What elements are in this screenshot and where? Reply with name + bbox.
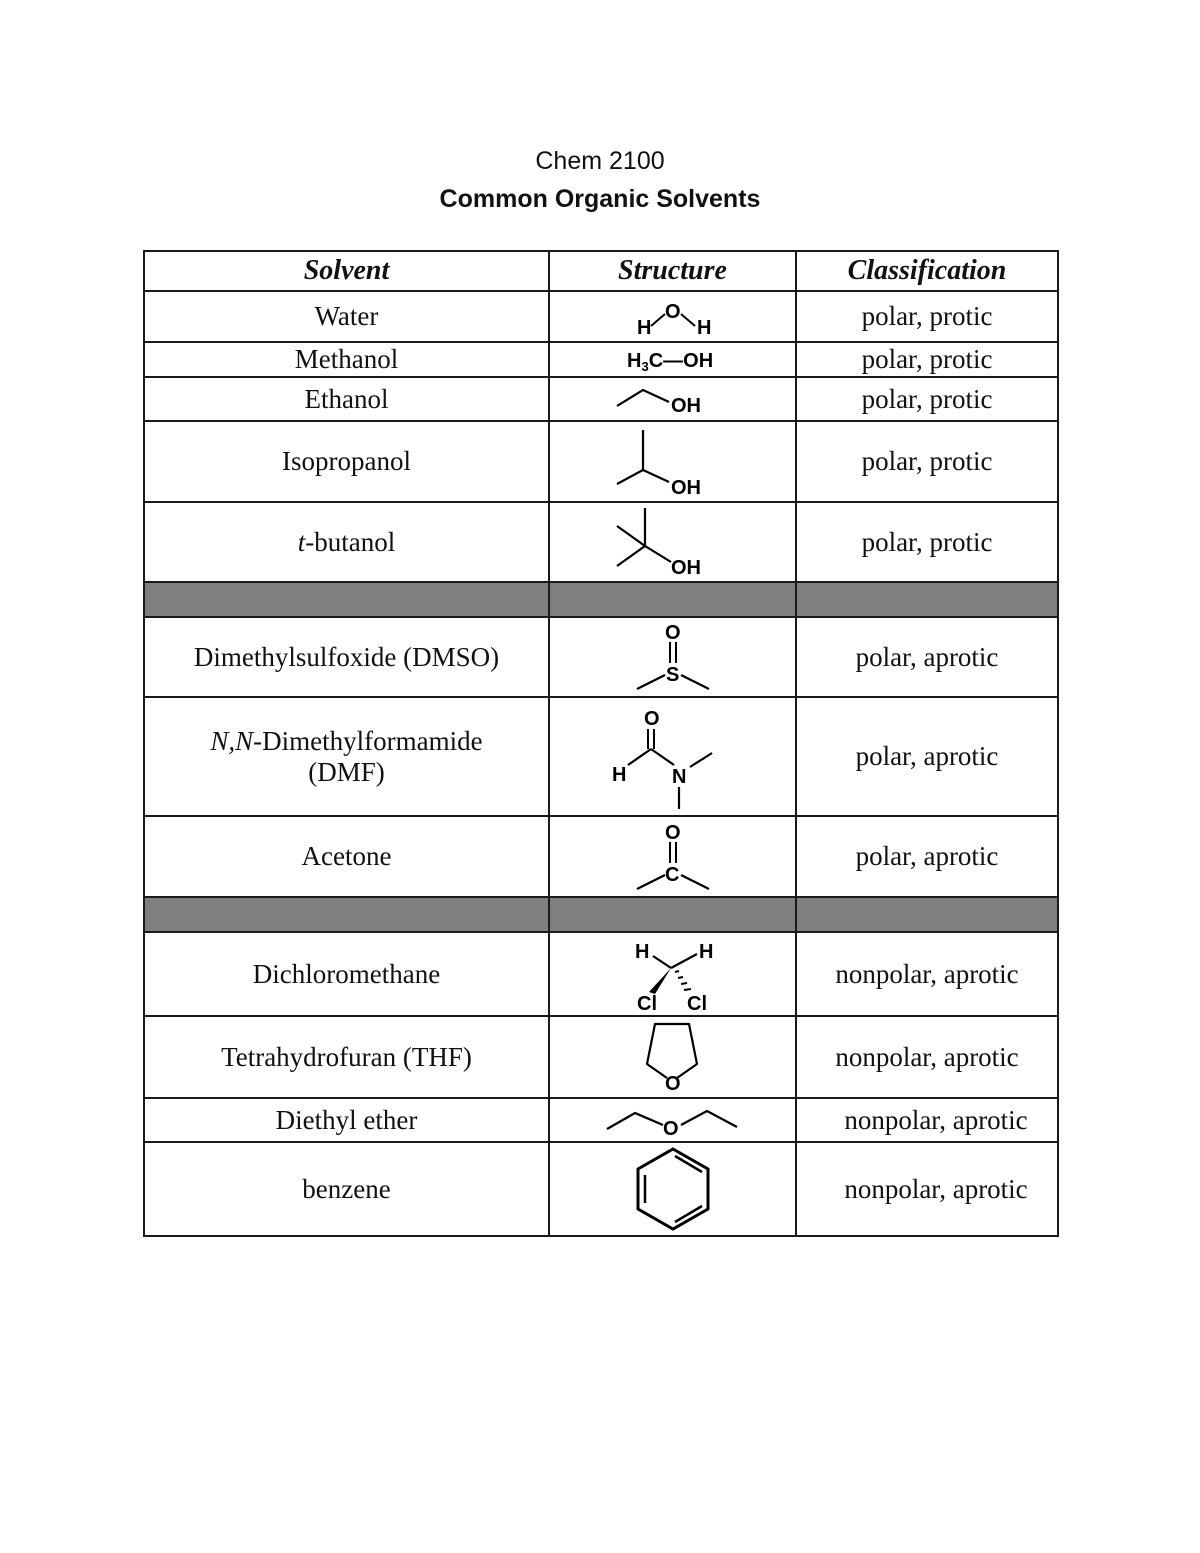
table-row <box>144 1016 1058 1098</box>
solvent-name: Tetrahydrofuran (THF) <box>144 1016 549 1098</box>
structure-cell <box>549 421 796 502</box>
svg-text:O: O <box>664 622 681 644</box>
classification-cell: polar, aprotic <box>796 617 1058 697</box>
structure-cell <box>549 697 796 816</box>
structure-cell <box>549 502 796 582</box>
table-row <box>144 291 1058 342</box>
classification-cell: nonpolar, aprotic <box>796 1142 1058 1236</box>
t-butanol-structure-icon <box>613 504 733 580</box>
classification-cell: polar, protic <box>796 291 1058 342</box>
dmf-structure-icon <box>608 701 738 813</box>
svg-text:OH: OH <box>670 476 701 499</box>
structure-cell <box>549 342 796 377</box>
structure-cell <box>549 1098 796 1142</box>
table-row <box>144 617 1058 697</box>
classification-cell: polar, protic <box>796 342 1058 377</box>
svg-text:O: O <box>664 300 681 323</box>
svg-text:C: C <box>664 863 679 886</box>
solvent-name: Methanol <box>144 342 549 377</box>
classification-cell: polar, aprotic <box>796 697 1058 816</box>
benzene-structure-icon <box>613 1145 733 1233</box>
diethyl-ether-structure-icon <box>603 1101 743 1139</box>
table-row <box>144 502 1058 582</box>
svg-text:O: O <box>664 1073 681 1095</box>
table-row <box>144 1098 1058 1142</box>
classification-cell: nonpolar, aprotic <box>796 1016 1058 1098</box>
structure-cell <box>549 291 796 342</box>
solvent-name: Dimethylsulfoxide (DMSO) <box>144 617 549 697</box>
table-row <box>144 816 1058 897</box>
table-row <box>144 697 1058 816</box>
water-structure-icon <box>613 294 733 340</box>
acetone-structure-icon <box>613 819 733 895</box>
column-header-solvent: Solvent <box>144 251 549 291</box>
column-header-structure: Structure <box>549 251 796 291</box>
classification-cell: polar, protic <box>796 502 1058 582</box>
table-row <box>144 377 1058 421</box>
structure-cell <box>549 816 796 897</box>
svg-text:H: H <box>634 941 649 963</box>
table-header-row <box>144 251 1058 291</box>
solvent-name: Acetone <box>144 816 549 897</box>
ethanol-structure-icon <box>613 380 733 418</box>
svg-text:S: S <box>665 664 679 686</box>
table-row <box>144 421 1058 502</box>
solvent-name: Isopropanol <box>144 421 549 502</box>
classification-cell: nonpolar, aprotic <box>796 1098 1058 1142</box>
svg-text:O: O <box>664 821 681 844</box>
column-header-classification: Classification <box>796 251 1058 291</box>
svg-text:O: O <box>662 1118 679 1139</box>
separator-row <box>144 897 1058 932</box>
svg-text:H3C—OH: $H_3C—OH$ <box>626 349 713 374</box>
structure-cell <box>549 617 796 697</box>
dichloromethane-structure-icon <box>613 934 733 1014</box>
svg-text:Cl: Cl <box>636 993 657 1014</box>
separator-row <box>144 582 1058 617</box>
course-name: Chem 2100 <box>535 147 665 175</box>
thf-structure-icon <box>613 1018 733 1096</box>
isopropanol-structure-icon <box>613 424 733 500</box>
table-row <box>144 932 1058 1016</box>
svg-text:H: H <box>696 316 711 339</box>
solvent-name: benzene <box>144 1142 549 1236</box>
solvent-name: Dichloromethane <box>144 932 549 1016</box>
table-row <box>144 1142 1058 1236</box>
svg-text:O: O <box>643 707 660 730</box>
page-title: Common Organic Solvents <box>439 185 761 213</box>
svg-text:Cl: Cl <box>686 993 707 1014</box>
solvent-name: Water <box>144 291 549 342</box>
solvents-table <box>143 250 1059 1237</box>
svg-text:H: H <box>611 763 626 786</box>
structure-cell <box>549 1016 796 1098</box>
structure-cell <box>549 377 796 421</box>
solvent-name: N,N-Dimethylformamide (DMF) <box>144 697 549 816</box>
methanol-structure-icon <box>613 345 733 375</box>
solvent-name: t-butanol <box>144 502 549 582</box>
svg-text:OH: OH <box>670 395 701 417</box>
classification-cell: polar, protic <box>796 377 1058 421</box>
classification-cell: polar, protic <box>796 421 1058 502</box>
structure-cell <box>549 1142 796 1236</box>
solvent-name: Diethyl ether <box>144 1098 549 1142</box>
page-header <box>0 142 1200 218</box>
svg-text:N: N <box>671 765 686 788</box>
table-row <box>144 342 1058 377</box>
dmso-structure-icon <box>613 619 733 695</box>
svg-text:H: H <box>698 941 713 963</box>
svg-text:H: H <box>636 316 651 339</box>
svg-text:OH: OH <box>670 557 701 579</box>
structure-cell <box>549 932 796 1016</box>
classification-cell: polar, aprotic <box>796 816 1058 897</box>
classification-cell: nonpolar, aprotic <box>796 932 1058 1016</box>
solvent-name: Ethanol <box>144 377 549 421</box>
